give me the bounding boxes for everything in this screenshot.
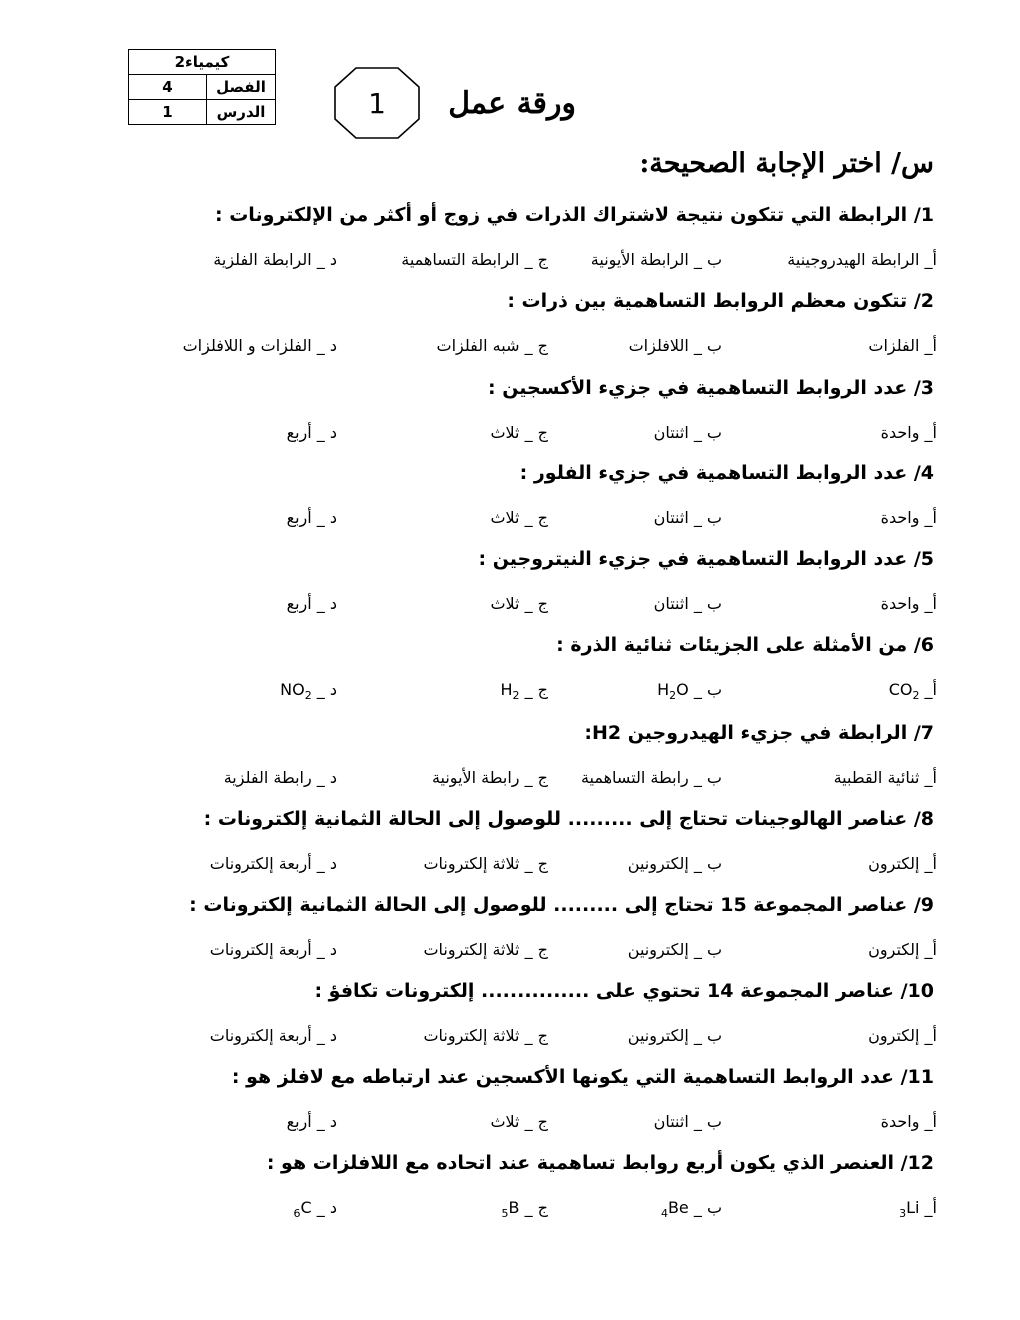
question-1: [215, 202, 934, 228]
option-c[interactable]: ج _ ثلاث: [490, 594, 548, 613]
question-number: 6/: [907, 634, 934, 656]
question-text: العنصر الذي يكون أربع روابط تساهمية عند اتحاده مع اللافلزات هو :: [266, 1152, 894, 1174]
option-formula: $CO_2$: [888, 680, 920, 703]
option-d[interactable]: د _ أربع: [286, 594, 337, 613]
question-text: عدد الروابط التساهمية التي يكونها الأكسجين عند ارتباطه مع لافلز هو :: [231, 1066, 894, 1088]
option-b[interactable]: ب _ إلكترونين: [627, 854, 722, 873]
option-d[interactable]: [294, 1196, 337, 1226]
question-number: 2/: [907, 290, 934, 312]
question-number: 1/: [907, 204, 934, 226]
question-4: [520, 460, 934, 486]
option-a[interactable]: أ_ واحدة: [880, 423, 937, 442]
option-d[interactable]: د _ رابطة الفلزية: [223, 768, 337, 787]
question-number: 10/: [893, 980, 934, 1002]
option-d[interactable]: د _ أربعة إلكترونات: [209, 1026, 337, 1045]
option-c[interactable]: ج _ ثلاث: [490, 1112, 548, 1131]
option-a[interactable]: أ_ ثنائية القطبية: [833, 768, 937, 787]
sheet-title: ورقة عمل: [448, 86, 576, 121]
option-d[interactable]: د _ أربعة إلكترونات: [209, 854, 337, 873]
subject-cell: كيمياء2: [129, 50, 276, 75]
question-number: 5/: [907, 548, 934, 570]
option-b[interactable]: ب _ اللافلزات: [628, 336, 722, 355]
question-number: 11/: [893, 1066, 934, 1088]
option-b[interactable]: ب _ إلكترونين: [627, 940, 722, 959]
option-formula: $NO_2$: [280, 680, 312, 703]
option-formula: $_5$B: [501, 1198, 520, 1221]
lesson-label: الدرس: [207, 100, 276, 125]
option-a[interactable]: أ_ الفلزات: [868, 336, 937, 355]
instruction: س/ اختر الإجابة الصحيحة:: [639, 148, 934, 179]
question-text: تتكون معظم الروابط التساهمية بين ذرات :: [507, 290, 908, 312]
question-text: عدد الروابط التساهمية في جزيء النيتروجين :: [478, 548, 908, 570]
option-a[interactable]: أ_ الرابطة الهيدروجينية: [787, 250, 937, 269]
option-b[interactable]: ب _ اثنتان: [653, 594, 722, 613]
chapter-value: 4: [129, 75, 207, 100]
option-a[interactable]: أ_ إلكترون: [868, 940, 937, 959]
question-text: الرابطة التي تتكون نتيجة لاشتراك الذرات في زوج أو أكثر من الإلكترونات :: [215, 204, 908, 226]
question-number: 9/: [907, 894, 934, 916]
option-d[interactable]: د _ أربع: [286, 1112, 337, 1131]
chapter-label: الفصل: [207, 75, 276, 100]
question-number: 3/: [907, 377, 934, 399]
option-a[interactable]: [899, 1196, 937, 1226]
option-b[interactable]: [657, 678, 722, 708]
question-number: 7/: [907, 722, 934, 744]
option-letter: أ_: [919, 680, 937, 699]
option-c[interactable]: ج _ ثلاثة إلكترونات: [423, 940, 548, 959]
question-5: [478, 546, 934, 572]
option-c[interactable]: ج _ ثلاث: [490, 508, 548, 527]
option-a[interactable]: أ_ واحدة: [880, 594, 937, 613]
option-d[interactable]: د _ أربع: [286, 423, 337, 442]
question-text: عناصر المجموعة 14 تحتوي على ............... إلكترونات تكافؤ :: [314, 980, 894, 1002]
question-text: عناصر الهالوجينات تحتاج إلى ......... للوصول إلى الحالة الثمانية إلكترونات :: [203, 808, 908, 830]
info-table: [128, 49, 276, 125]
option-formula: $_3$Li: [899, 1198, 920, 1221]
option-a[interactable]: أ_ واحدة: [880, 1112, 937, 1131]
question-text: عدد الروابط التساهمية في جزيء الفلور :: [519, 462, 908, 484]
option-b[interactable]: ب _ اثنتان: [653, 1112, 722, 1131]
option-c[interactable]: [502, 1196, 548, 1226]
option-a[interactable]: أ_ إلكترون: [868, 854, 937, 873]
option-letter: ج _: [519, 680, 548, 699]
question-7: [584, 720, 934, 746]
question-number: 12/: [893, 1152, 934, 1174]
question-3: [488, 375, 934, 401]
lesson-value: 1: [129, 100, 207, 125]
question-10: [314, 978, 934, 1004]
option-c[interactable]: [500, 678, 548, 708]
option-c[interactable]: ج _ ثلاثة إلكترونات: [423, 1026, 548, 1045]
sheet-number-badge: [334, 67, 420, 139]
option-formula: $H_2$: [500, 680, 520, 703]
question-2: [507, 288, 934, 314]
option-d[interactable]: د _ أربعة إلكترونات: [209, 940, 337, 959]
option-b[interactable]: [661, 1196, 722, 1226]
question-6: [556, 632, 934, 658]
option-c[interactable]: ج _ رابطة الأيونية: [431, 768, 548, 787]
option-b[interactable]: ب _ الرابطة الأيونية: [590, 250, 722, 269]
option-formula: $_6$C: [293, 1198, 312, 1221]
sheet-number: 1: [368, 86, 386, 120]
option-d[interactable]: د _ الرابطة الفلزية: [213, 250, 337, 269]
option-d[interactable]: د _ أربع: [286, 508, 337, 527]
option-formula: $_4$Be: [660, 1198, 689, 1221]
option-b[interactable]: ب _ اثنتان: [653, 423, 722, 442]
question-text: الرابطة في جزيء الهيدروجين H2:: [584, 722, 908, 744]
option-letter: د _: [311, 680, 337, 699]
question-8: [204, 806, 934, 832]
question-text: عدد الروابط التساهمية في جزيء الأكسجين :: [487, 377, 908, 399]
option-d[interactable]: د _ الفلزات و اللافلزات: [182, 336, 337, 355]
option-letter: ب _: [688, 680, 722, 699]
option-b[interactable]: ب _ إلكترونين: [627, 1026, 722, 1045]
option-b[interactable]: ب _ اثنتان: [653, 508, 722, 527]
question-number: 8/: [907, 808, 934, 830]
question-9: [189, 892, 934, 918]
question-11: [232, 1064, 934, 1090]
option-c[interactable]: ج _ الرابطة التساهمية: [401, 250, 548, 269]
option-letter: ب _: [688, 1198, 722, 1217]
question-number: 4/: [907, 462, 934, 484]
option-d[interactable]: [280, 678, 337, 708]
option-letter: أ_: [919, 1198, 937, 1217]
option-a[interactable]: [889, 678, 937, 708]
question-12: [267, 1150, 934, 1176]
option-b[interactable]: ب _ رابطة التساهمية: [580, 768, 722, 787]
option-letter: د _: [311, 1198, 337, 1217]
question-text: عناصر المجموعة 15 تحتاج إلى ......... للوصول إلى الحالة الثمانية إلكترونات :: [189, 894, 908, 916]
option-c[interactable]: ج _ ثلاث: [490, 423, 548, 442]
question-text: من الأمثلة على الجزيئات ثنائية الذرة :: [556, 634, 908, 656]
option-a[interactable]: أ_ إلكترون: [868, 1026, 937, 1045]
option-c[interactable]: ج _ شبه الفلزات: [436, 336, 548, 355]
option-formula: $H_2O$: [657, 680, 689, 703]
option-letter: ج _: [519, 1198, 548, 1217]
option-c[interactable]: ج _ ثلاثة إلكترونات: [423, 854, 548, 873]
option-a[interactable]: أ_ واحدة: [880, 508, 937, 527]
